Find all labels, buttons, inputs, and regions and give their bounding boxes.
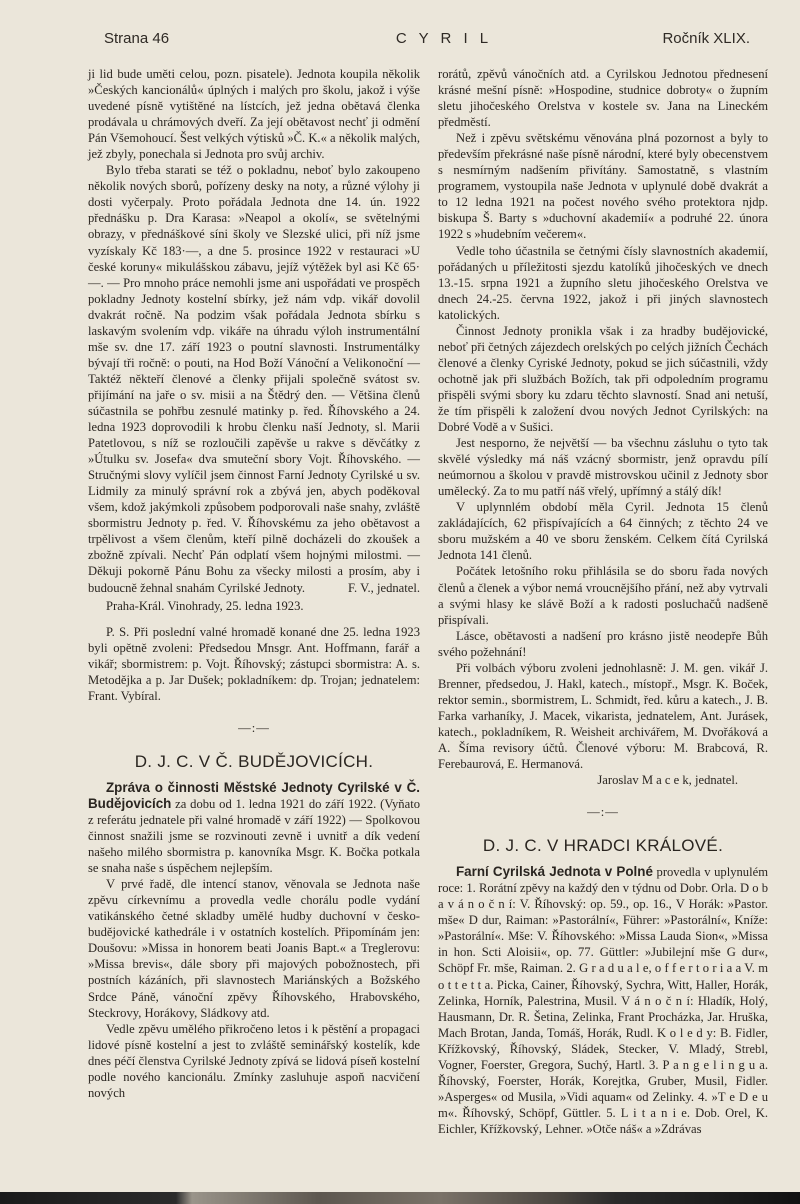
paragraph: ji lid bude uměti celou, pozn. pisatele). Jednota koupila několik »Českých kancionálů« úplných i malých pro školu, jakož i výše uvedené písně vytištěné na lístcích, jež jedna obětavá členka prodávala u chrámových dveří. Za její obětavost nechť ji odmění Pán Všemohoucí. Šest velkých výtisků »Č. K.« a několik malých, jež zbyly, ponechala si Jednota pro svůj archiv. <box>88 67 420 162</box>
postscript: P. S. Při poslední valné hromadě konané dne 25. ledna 1923 byli opětně zvoleni: Předsedou Mnsgr. Ant. Hoffmann, farář a vikář; sbormistrem: p. Vojt. Říhovský; zástupci sbormistra: A. s. Metodějka a p. Jar Dušek; pokladníkem: dp. Trojan; jednatelem: Frant. Vybíral. <box>88 624 420 703</box>
paragraph <box>88 780 420 876</box>
page-number: Strana 46 <box>104 30 170 47</box>
paragraph: Než i zpěvu světskému věnována plná pozornost a byly to především překrásné naše písně národní, které byly obecenstvem s nesmírným nadšením přivítány. Samostatně, s vlastním programem, vystoupila naše Jednota v uplynulé době dvakrát a to 12 ledna 1921 na počest nového svého protektora njdp. biskupa Š. Barty s »duchovní akademií« a podruhé 22. února 1922 s »hudebním večerem«. <box>438 131 768 242</box>
section-separator: —:— <box>587 805 619 820</box>
section-title: D. J. C. V Č. BUDĚJOVICÍCH. <box>134 751 374 771</box>
paragraph: V uplynnlém období měla Cyril. Jednota 15 členů zakládajících, 62 přispívajících a 64 činných; z těchto 24 ve sboru mužském a 40 ve sboru ženském. Celkem čítá Cyrilská Jednota 141 členů. <box>438 500 768 563</box>
paragraph: Lásce, obětavosti a nadšení pro krásno jistě neodepře Bůh svého požehnání! <box>438 628 768 659</box>
section-separator: —:— <box>238 720 270 735</box>
paragraph: V prvé řadě, dle intencí stanov, věnovala se Jednota naše zpěvu církevnímu a provedla vedle chorálu podle vydání vatikánského četné skladby umělé hudby duchovní v česko-budějovické kathedrále i v ostatních kostelích. Připomínám jen: Doušovu: »Missa in honorem beati Joanis Bapt.« a Treglerovu: »Missa brevis«, dále sbory při majových pobožnostech, při postních kázáních, při slavnostech Mariánských a Božského Srdce Páně, vánoční zpěvy Říhovského, Hrabovského, Steckrovy, Horákovy, Sládkovy atd. <box>88 877 420 1020</box>
paragraph: Vedle zpěvu umělého přikročeno letos i k pěstění a propagaci lidové písně kostelní a jest to zvláště seminářský kostelík, kde dnes péčí členstva Cyrilské Jednoty zpívá se lidová píseň kostelní podle nového kancionálu. Zmínky zasluhuje aspoň nacvičení nových <box>88 1021 420 1100</box>
paragraph: Při volbách výboru zvoleni jednohlasně: J. M. gen. vikář J. Brenner, předsedou, J. Hakl, katech., místopř., Msgr. K. Boček, rektor semin., sbormistrem, L. Schmidt, řed. kůru a katech., J. B. Farka varhaníky, J. Macek, vikarista, jednatelem, Ant. Jurásek, katech., pokladníkem, R. Weisheit archivářem, M. Dvořáková a A. Šíma revisory účtů. Členové výboru: M. Brabcová, R. Ferebaurová, E. Hermanová. <box>438 660 768 772</box>
signature: F. V., jednatel. <box>348 580 420 595</box>
dateline: Praha-Král. Vinohrady, 25. ledna 1923. <box>106 598 304 613</box>
running-head <box>104 30 750 54</box>
paragraph-text: Bylo třeba starati se též o pokladnu, neboť bylo zakoupeno několik nových sborů, pořízeny desky na noty, a různé výlohy ji dosti vyčerpaly. Proto pořádala Jednota dne 14. ún. 1922 přednášku p. Dra Karasa: »Neapol a okolí«, se světelnými obrazy, v přednáškové síni školy ve Slezské ulici, při níž jsme vyzískaly Kč 183·—, a dne 5. prosince 1922 v restauraci »U české koruny« mikulášskou zábavu, jejíž výtěžek byl asi Kč 65·—. — Pro mnoho práce nemohli jsme ani uspořádati ve prospěch pokladny Jednoty kostelní sbírky, jež nám vdp. vikář dovolil dvakrát ročně. Na podzim však pořádala Jednota sbírku s laskavým svolením vdp. vikáře na úhradu výloh instrumentální mše sv. dne 17. září 1923 o poutní slavnosti. Instrumentálky bývají tři ročně: o pouti, na Hod Boží Vánoční a Velikonoční — Taktéž někteří členové a členky přijali společně svátost sv. přijímání na jaře o sv. misii a na Štědrý den. — Většina členů súčastnila se pohřbu zesnulé matinky p. řed. Říhovského a 24. ledna 1923 doprovodili k hrobu členku naší Jednoty, sl. Marii Patetlovou, s níž se rozloučili zapěvše u rakve s děvčátky z »Útulku sv. Josefa« dva smuteční sbory Vojt. Říhovského. — Stručnými slovy vylíčil jsem činnost Farní Jednoty Cyrilské u sv. Lidmily za minulý správní rok a zbývá jen, abych poděkoval všem, kdož jakýmkoli způsobem podporovali naše snahy, zvláště sbormistru Jednoty p. řed. V. Říhovskému za jeho obětavost a trpělivost a všem členům, kteří pilně docházeli do zkoušek a zbožně zpívali. Nechť Pán odplatí všem hojnými milostmi. — Děkuji pokorně Pánu Bohu za všecky milosti a prosím, aby i budoucně žehnal snahám Cyrilské Jednoty. <box>88 163 420 595</box>
paragraph: rorátů, zpěvů vánočních atd. a Cyrilskou Jednotou přednesení krásné mešní písně: »Hospodine, studnice dobroty« o župním sletu jihočeského Orelstva v kostele sv. Jana na Lineckém předměstí. <box>438 67 768 130</box>
paragraph <box>438 864 768 1137</box>
signature: Jaroslav M a c e k, jednatel. <box>597 773 738 788</box>
lead-heading: Zpráva o činnosti Městské Jednoty Cyrilské v Č. Budějovicích <box>88 779 420 811</box>
paragraph: Vedle toho účastnila se četnými čísly slavnostních akademií, pořádaných u příležitosti sjezdu katolíků jihočeských ve dnech 13.-15. srpna 1921 a župního sletu jihočeského Orelstva ve dnech 24.-25. června 1922, jakož i při jiných slavnostech katolických. <box>438 243 768 322</box>
paragraph-text: provedla v uplynulém roce: 1. Rorátní zpěvy na každý den v týdnu od Dobr. Orla. D o b a v á n o č n í: V. Říhovský: op. 59., op. 16., V Horák: »Pastor. mše« D dur, Raiman: »Pastorální«, Führer: »Pastorální«, Kníže: »Pastorální«. Mše: V. Říhovského: »Missa Lauda Sion«, »Missa in hon. Scti Aloisii«, op. 77. Güttler: »Jubilejní mše G dur«, Schöpf Fr. mše, Raiman. 2. G r a d u a l e, o f f e r t o r i a a V. m o t t e t t a. Picka, Cainer, Říhovský, Sychra, Witt, Haller, Horák, Zelinka, Horník, Palestrina, Musil. V á n o č n í: Hladík, Holý, Hausmann, Dr. R. Šetina, Zelinka, Frant Procházka, Jar. Hruška, Mach Brotan, Janda, Tomáš, Horák, Rudl. K o l e d y: B. Fidler, Křížkovský, Říhovský, Sládek, Stecker, V. Mladý, Strebl, Vogner, Foerster, Gregora, Suchý, Hartl. 3. P a n g e l i n g u a. Říhovský, Foerster, Horák, Korejtka, Gruber, Musil, Fidler. »Asperges« od Musila, »Vidi aquam« od Zelinky. 4. »T e D e u m«. Říhovský, Schöpf, Güttler. 5. L i t a n i e. Dob. Orel, K. Eichler, Křížkovský, Lehner. »Otče náš« a »Zdrávas <box>438 865 768 1136</box>
paragraph: Počátek letošního roku přihlásila se do sboru řada nových členů a členek a výbor nemá vroucnějšího přání, než aby vytrvali a svými hlasy ke slávě Boží a k radosti posluchačů nadšeně přispívali. <box>438 564 768 627</box>
scan-edge-shadow <box>0 1192 800 1204</box>
paragraph <box>88 162 420 595</box>
right-column <box>438 66 768 1137</box>
paragraph: Jest nesporno, že největší — ba všechnu zásluhu o tyto tak skvělé výsledky má náš vzácný sbormistr, jenž opravdu pílí neúmornou a školou v pravdě mistrovskou učinil z Jednoty sbor umělecký. Za to mu patří náš vřelý, upřímný a stálý dík! <box>438 436 768 499</box>
section-title: D. J. C. V HRADCI KRÁLOVÉ. <box>482 836 724 856</box>
left-column <box>88 66 420 1101</box>
paragraph-text: za dobu od 1. ledna 1921 do září 1922. (Vyňato z referátu jednatele při valné hromadě v září 1922) — Spolkovou činnost snažili jsme se rozvinouti zevně i uvnitř a dík vedení našeho milého sbormistra p. kanovníka Msgr. K. Bočka potkala se snaha naše s úspěchem nejlepším. <box>88 796 420 876</box>
paragraph: Činnost Jednoty pronikla však i za hradby budějovické, neboť při četných zájezdech orelských po celých jižních Čechách členové a členky Cyriské Jednoty, pokud se jich súčastnili, vždy ochotně jak při službách Božích, tak při odpoledním programu přispěli svými sbory ku zdaru těchto slavností. Snad ani netuší, že tím přispěli k založení dvou nových Jednot Cyrilských: na Dobré Vodě a v Sušici. <box>438 323 768 435</box>
journal-title: C Y R I L <box>395 30 493 47</box>
volume-label: Ročník XLIX. <box>662 30 750 47</box>
lead-heading: Farní Cyrilská Jednota v Polné <box>456 864 653 880</box>
